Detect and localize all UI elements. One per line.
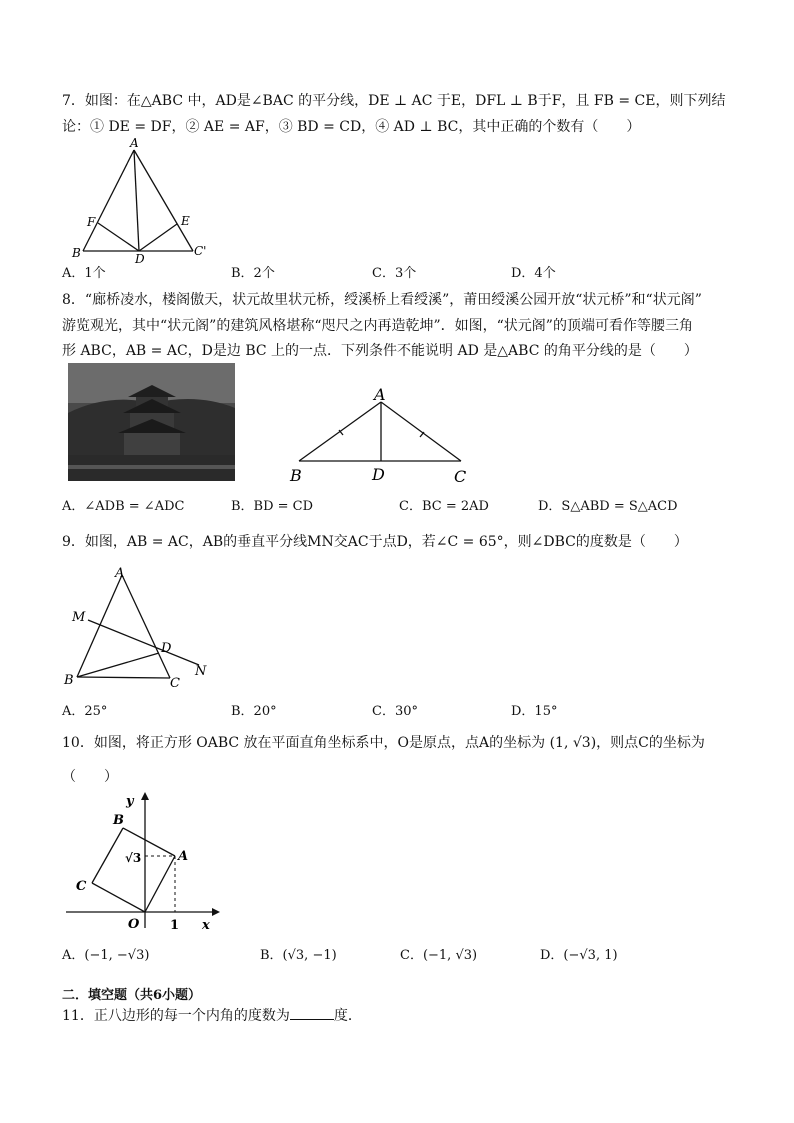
q10-option-d: D．(−√3, 1) xyxy=(540,948,618,963)
q7-label-b: B xyxy=(72,246,81,260)
q9-label-d: D xyxy=(161,641,172,656)
q10-label-o: O xyxy=(128,917,140,932)
q8-option-c: C．BC = 2AD xyxy=(399,499,489,514)
q10-option-a: A．(−1, −√3) xyxy=(62,948,150,963)
q8-label-b: B xyxy=(290,466,302,485)
q8-label-a: A xyxy=(374,385,386,404)
q10-label-sqrt3: √3 xyxy=(125,851,142,865)
q9-option-a: A．25° xyxy=(62,704,108,719)
q8-label-d: D xyxy=(372,465,385,484)
q7-label-f: F xyxy=(87,215,96,229)
q9-label-m: M xyxy=(72,610,86,625)
q7-option-a: A．1个 xyxy=(62,266,106,281)
q10-label-b: B xyxy=(113,813,124,828)
q7-label-c: C' xyxy=(194,244,207,258)
q7-triangle-figure xyxy=(60,135,220,265)
q7-stem-line1: 7．如图：在△ABC 中，AD是∠BAC 的平分线，DE ⊥ AC 于E，DFL ⊥ B于F，且 FB = CE，则下列结 xyxy=(62,93,726,109)
q10-label-y: y xyxy=(126,794,134,809)
q11-text-after: 度． xyxy=(333,1008,362,1024)
q7-label-a: A xyxy=(130,136,139,150)
q11-stem xyxy=(62,1007,362,1025)
q10-coordinate-figure xyxy=(62,790,227,935)
q10-label-one: 1 xyxy=(170,918,180,933)
q10-stem-line1: 10．如图，将正方形 OABC 放在平面直角坐标系中，O是原点，点A的坐标为 (1, √3)，则点C的坐标为 xyxy=(62,735,705,751)
x-axis-arrow-icon xyxy=(212,908,220,916)
q8-option-b: B．BD = CD xyxy=(231,499,314,514)
q7-option-d: D．4个 xyxy=(511,266,556,281)
q9-label-n: N xyxy=(195,664,207,679)
q9-option-b: B．20° xyxy=(231,704,277,719)
q7-label-d: D xyxy=(135,252,145,265)
q9-label-c: C xyxy=(170,676,180,691)
q10-option-b: B．(√3, −1) xyxy=(260,948,337,963)
q8-label-c: C xyxy=(454,467,467,486)
q7-option-b: B．2个 xyxy=(231,266,275,281)
q10-option-c: C．(−1, √3) xyxy=(400,948,478,963)
q8-stem-line2: 游览观光，其中“状元阁”的建筑风格堪称“咫尺之内再造乾坤”．如图，“状元阁”的顶端可看作等腰三角 xyxy=(62,318,693,334)
q11-text-before: 11．正八边形的每一个内角的度数为 xyxy=(62,1008,290,1024)
q8-stem-line3: 形 ABC，AB = AC，D是边 BC 上的一点．下列条件不能说明 AD 是△ABC 的角平分线的是（ ） xyxy=(62,343,698,359)
q10-stem-line2: （ ） xyxy=(62,769,118,785)
y-axis-arrow-icon xyxy=(141,792,149,800)
q9-option-d: D．15° xyxy=(511,704,558,719)
q7-label-e: E xyxy=(181,214,190,228)
q9-option-c: C．30° xyxy=(372,704,418,719)
q8-option-a: A．∠ADB = ∠ADC xyxy=(62,499,185,514)
q8-option-d: D．S△ABD = S△ACD xyxy=(538,499,678,514)
q10-label-a: A xyxy=(178,849,189,864)
q9-label-b: B xyxy=(64,673,74,688)
pavilion-photo xyxy=(68,363,235,481)
q7-stem-line2: 论：① DE = DF，② AE = AF，③ BD = CD，④ AD ⊥ BC，其中正确的个数有（ ） xyxy=(62,119,641,135)
q9-stem-line1: 9．如图，AB = AC，AB的垂直平分线MN交AC于点D，若∠C = 65°，则∠DBC的度数是（ ） xyxy=(62,534,688,550)
q8-stem-line1: 8．“廊桥凌水，楼阁傲天，状元故里状元桥，绶溪桥上看绶溪”，莆田绶溪公园开放“状元桥”和“状元阁” xyxy=(62,292,702,308)
q8-isosceles-triangle-figure xyxy=(284,385,474,490)
q11-answer-blank[interactable] xyxy=(290,1007,334,1020)
q9-label-a: A xyxy=(115,566,125,581)
q10-label-x: x xyxy=(202,918,210,933)
q10-label-c: C xyxy=(76,879,87,894)
q9-triangle-figure xyxy=(62,560,222,695)
section-fill-in-title: 二．填空题（共6小题） xyxy=(62,988,202,1003)
q7-option-c: C．3个 xyxy=(372,266,417,281)
